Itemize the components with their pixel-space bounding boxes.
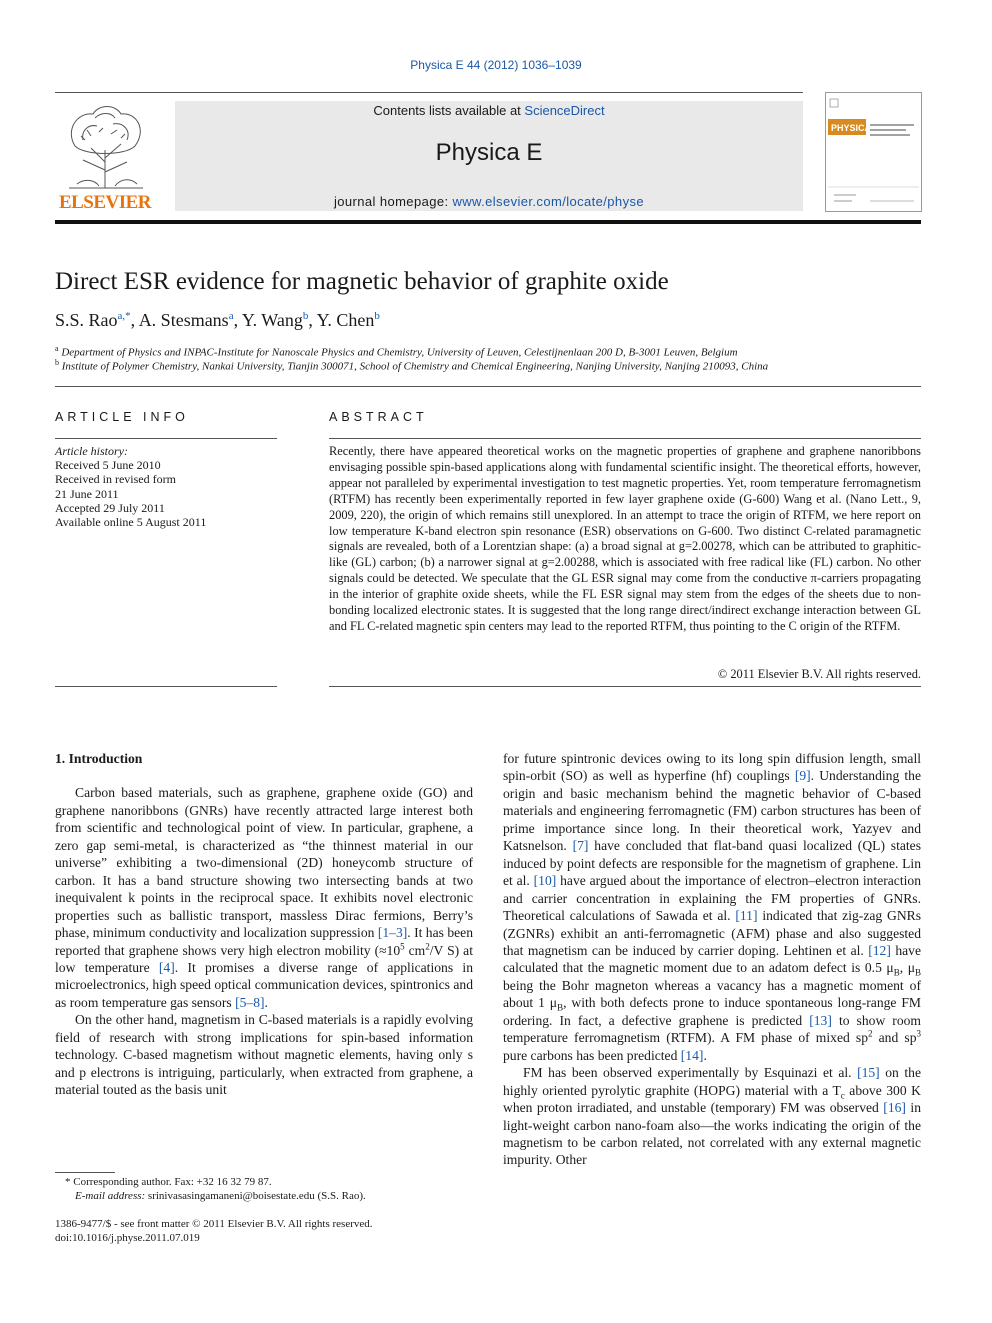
masthead-top-rule [55, 92, 803, 93]
citation-link[interactable]: [11] [735, 908, 758, 924]
article-title: Direct ESR evidence for magnetic behavior of graphite oxide [55, 268, 669, 295]
affiliation-mark: a [55, 344, 59, 353]
contents-prefix: Contents lists available at [373, 103, 525, 118]
history-entry: Received in revised form [55, 472, 176, 487]
citation-link[interactable]: [13] [809, 1012, 832, 1028]
corresponding-author-footnote [55, 1175, 473, 1203]
homepage-prefix: journal homepage: [333, 194, 453, 209]
body-paragraph: FM has been observed experimentally by Esquinazi et al. [15] on the highly oriented pyrolytic graphite (HOPG) material with a $T_c$ above 300 K when proton irradiated, and unstable (temporary) FM was observed [16] in light-weight carbon nano-foam also—the works indicating the origin of the magnetism to be carbon related, not correlated with any external magnetic impurity. Other [503, 1065, 921, 1168]
author-affil-mark[interactable]: b [374, 310, 380, 322]
journal-citation[interactable]: Physica E 44 (2012) 1036–1039 [410, 58, 582, 72]
author-affil-mark[interactable]: a,* [117, 310, 131, 322]
body-column-left [55, 750, 473, 1099]
cover-art-icon [826, 93, 921, 211]
author-list: S.S. Rao$^{a,*}$, A. Stesmans$^a$, Y. Wang$^b$, Y. Chen$^b$ [55, 310, 380, 330]
author-affil-mark[interactable]: a [228, 310, 234, 322]
corresponding-author: * Corresponding author. Fax: +32 16 32 79 87. [65, 1176, 272, 1188]
abstract-heading: ABSTRACT [329, 410, 428, 424]
masthead-thick-rule [55, 220, 921, 224]
citation-link[interactable]: [14] [680, 1047, 704, 1063]
article-info-heading: ARTICLE INFO [55, 410, 189, 424]
email-address[interactable]: srinivasasingamaneni@boisestate.edu (S.S. Rao). [147, 1190, 366, 1202]
body-paragraph: Carbon based materials, such as graphene, graphene oxide (GO) and graphene nanoribbons (GNRs) have recently attracted large interest both from scientific and technological point of view. In particular, graphene, a zero gap semi-metal, is characterized as “the thinnest material in our universe” exhibiting a two-dimensional (2D) honeycomb structure of carbon. It has a band structure showing two intersecting bands at two inequivalent k points in the reciprocal space. It exhibits novel electronic properties such as ballistic transport, massless Dirac fermions, Berry’s phase, minimum conductivity and localization suppression [1–3]. It has been reported that graphene shows very high electron mobility ($\approx 10^5$ $cm^2/V$ S) at low temperature [4]. It promises a diverse range of applications in microelectronics, high speed optical communication devices, spintronics and as room temperature gas sensors [5–8]. [55, 785, 473, 1010]
history-entry: Available online 5 August 2011 [55, 515, 207, 530]
abstract-rule [329, 438, 921, 439]
journal-cover-thumbnail[interactable] [825, 92, 922, 212]
citation-link[interactable]: [5–8] [235, 994, 265, 1010]
citation-link[interactable]: [9] [794, 768, 811, 784]
article-info-bottom-rule [55, 686, 277, 687]
elsevier-logo[interactable] [55, 100, 155, 212]
citation-link[interactable]: [4] [158, 959, 175, 975]
citation-link[interactable]: [15] [857, 1065, 880, 1081]
email-line [55, 1189, 473, 1203]
body-paragraph: for future spintronic devices owing to its long spin diffusion length, small spin-orbit (SO) as well as hyperfine (hf) couplings [9]. Understanding the origin and basic mechanism behind the magnetic behavior of C-based materials and engineering ferromagnetic (FM) carbon structures has been of prime importance since long. In their theoretical work, Yazyev and Katsnelson. [7] have concluded that flat-band quasi localized (QL) states induced by point defects are responsible for the magnetism of graphene. Lin et al. [10] have argued about the importance of electron–electron interaction and carrier concentration in explaining the FM properties of GNRs. Theoretical calculations of Sawada et al. [11] indicated that zig-zag GNRs (ZGNRs) exhibit an anti-ferromagnetic (AFM) phase and also suggested that magnetism can be induced by carrier doping. Lehtinen et al. [12] have calculated that the magnetic moment due to an adatom defect is 0.5 $\mu_B$, $\mu_B$ being the Bohr magneton whereas a vacancy has a magnetic moment of about 1 $\mu_B$, with both defects prone to induce spontaneous long-range FM ordering. In fact, a defective graphene is predicted [13] to show room temperature ferromagnetism (RTFM). A FM phase of mixed $sp^2$ and $sp^3$ pure carbons has been predicted [14]. [503, 751, 922, 1063]
citation-link[interactable]: [12] [868, 942, 891, 958]
history-entry: Accepted 29 July 2011 [55, 500, 165, 515]
history-entry: Received 5 June 2010 [55, 458, 161, 473]
journal-homepage [175, 194, 803, 209]
citation-link[interactable]: [10] [533, 873, 557, 889]
homepage-link[interactable]: www.elsevier.com/locate/physe [452, 194, 644, 209]
article-info-rule [55, 438, 277, 439]
journal-banner [175, 101, 803, 211]
journal-title: Physica E [435, 139, 543, 166]
elsevier-tree-icon [55, 100, 155, 190]
page-footer [55, 1217, 473, 1245]
sciencedirect-link[interactable]: ScienceDirect [524, 103, 605, 118]
article-history [55, 444, 277, 529]
affiliation [55, 358, 921, 373]
body-paragraph: On the other hand, magnetism in C-based materials is a rapidly evolving field of research with strong implications for spin-based information technology. C-based magnetism without magnetic elements, having only s and p electrons is intriguing, particularly, when extracted from graphene, a material touted as the basis unit [55, 1012, 473, 1098]
section-heading: 1. Introduction [55, 751, 143, 766]
author-name[interactable]: S.S. Rao [55, 310, 118, 330]
author-affil-mark[interactable]: b [302, 310, 309, 322]
abstract-text: Recently, there have appeared theoretical works on the magnetic properties of graphene and graphene nanoribbons envisaging possible spin-based applications along with fundamental scientific insight. The theoretical efforts, however, appear not paralleled by experimental investigation to test magnetic properties. Yet, room temperature ferromagnetism (RTFM) has recently been experimentally reported in few layer graphene oxide (G-600) Wang et al. (Nano Lett., 9, 2009, 220), the origin of which remains still unexplored. In an attempt to trace the origin of RTFM, we here report on low temperature K-band electron spin resonance (ESR) observations on G-600. Two distinct C-related paramagnetic signals are revealed, both of a Lorentzian shape: (a) a broad signal at g=2.00278, which can be attributed to graphitic-like (GL) carbon; (b) a narrower signal at g=2.00288, which is associated with free radical like (FL) carbon. No other signals could be detected. We speculate that the GL ESR signal may come from the conductive π-carriers propagating in the interior of graphite oxide sheets, while the FL ESR signal may stem from the edges of the sheets due to non-bonding localized electronic states. It is suggested that the long range direct/indirect exchange interaction between GL and FL C-related magnetic spin centers may lead to the reported RTFM, thus pointing to the C origin of the RTFM. [329, 444, 921, 633]
affiliation-text: Institute of Polymer Chemistry, Nankai University, Tianjin 300071, School of Chemistry and Chemical Engineering, Nanjing University, Nanjing 210093, China [61, 360, 769, 373]
affiliation-text: Department of Physics and INPAC-Institute for Nanoscale Physics and Chemistry, University of Leuven, Celestijnenlaan 200 D, B-3001 Leuven, Belgium [61, 346, 738, 359]
author-name[interactable]: Y. Wang [241, 310, 303, 330]
history-label: Article history: [55, 444, 128, 458]
author-name[interactable]: Y. Chen [316, 310, 375, 330]
abstract-copyright: © 2011 Elsevier B.V. All rights reserved. [717, 667, 921, 681]
issn-line: 1386-9477/$ - see front matter © 2011 Elsevier B.V. All rights reserved. [55, 1218, 373, 1230]
body-column-right [503, 750, 921, 1169]
affiliation-mark: b [55, 358, 59, 367]
title-block-rule [55, 386, 921, 387]
cover-title: PHYSICA [831, 123, 872, 133]
citation-link[interactable]: [1–3] [377, 925, 408, 941]
email-label: E-mail address: [75, 1190, 148, 1202]
citation-link[interactable]: [7] [572, 838, 589, 854]
author-name[interactable]: A. Stesmans [138, 310, 229, 330]
history-entry: 21 June 2011 [55, 486, 119, 501]
elsevier-wordmark: ELSEVIER [58, 192, 152, 213]
footnote-rule [55, 1172, 115, 1173]
abstract-bottom-rule [329, 686, 921, 687]
citation-link[interactable]: [16] [883, 1100, 906, 1116]
doi-line[interactable]: doi:10.1016/j.physe.2011.07.019 [55, 1232, 200, 1244]
contents-line [175, 103, 803, 118]
affiliation [55, 344, 921, 359]
